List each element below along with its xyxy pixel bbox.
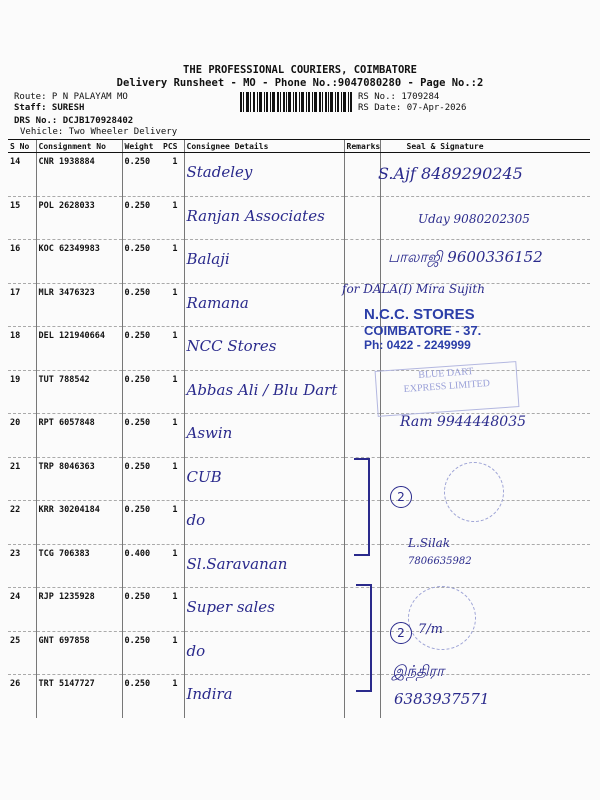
table-row	[8, 501, 590, 545]
remarks-cell	[344, 153, 380, 197]
bracket-mark-24-25	[356, 584, 372, 692]
sno-cell: 25	[8, 631, 36, 675]
weight-pcs-cell: 0.250 1	[122, 414, 184, 458]
signature-row-23: L.Silak	[408, 536, 451, 550]
signature-row-16: பாலாஜி 9600336152	[388, 248, 543, 266]
weight-pcs-cell: 0.250 1	[122, 283, 184, 327]
consignment-cell: GNT 697858	[36, 631, 122, 675]
signature-row-15: Uday 9080202305	[418, 212, 530, 226]
remarks-cell	[344, 414, 380, 458]
weight-pcs-cell: 0.400 1	[122, 544, 184, 588]
circled-count-21: 2	[390, 486, 412, 508]
route-label: Route: P N PALAYAM MO	[14, 92, 128, 102]
consignee-cell: Sl.Saravanan	[184, 544, 344, 588]
consignment-cell: TUT 788542	[36, 370, 122, 414]
consignee-cell: Super sales	[184, 588, 344, 632]
consignee-cell: Ramana	[184, 283, 344, 327]
consignee-cell: NCC Stores	[184, 327, 344, 371]
consignment-cell: DEL 121940664	[36, 327, 122, 371]
consignee-cell: Balaji	[184, 240, 344, 284]
weight-pcs-cell: 0.250 1	[122, 631, 184, 675]
signature-row-14: S.Ajf 8489290245	[378, 164, 523, 183]
weight-pcs-cell: 0.250 1	[122, 370, 184, 414]
signature-row-20: Ram 9944448035	[400, 414, 527, 430]
weight-pcs-cell: 0.250 1	[122, 501, 184, 545]
weight-pcs-cell: 0.250 1	[122, 153, 184, 197]
round-seal-stamp	[444, 462, 504, 522]
weight-pcs-cell: 0.250 1	[122, 675, 184, 718]
col-sno: S No	[8, 140, 36, 153]
signature-row-17: for DALA(I) Mira Sujith	[342, 282, 485, 296]
col-remarks: Remarks	[344, 140, 380, 153]
consignee-cell: do	[184, 501, 344, 545]
bracket-mark-21-22	[354, 458, 370, 556]
consignee-cell: Ranjan Associates	[184, 196, 344, 240]
consignment-cell: RJP 1235928	[36, 588, 122, 632]
sno-cell: 19	[8, 370, 36, 414]
drs-label: DRS No.: DCJB170928402	[14, 116, 134, 126]
weight-pcs-cell: 0.250 1	[122, 588, 184, 632]
consignment-cell: TRT 5147727	[36, 675, 122, 718]
blue-dart-stamp: BLUE DART EXPRESS LIMITED	[375, 361, 520, 417]
table-row	[8, 631, 590, 675]
vehicle-label: Vehicle: Two Wheeler Delivery	[20, 127, 178, 137]
signature-row-25: 7/m	[418, 622, 443, 637]
consignment-cell: TCG 706383	[36, 544, 122, 588]
consignment-cell: KRR 30204184	[36, 501, 122, 545]
signature-row-26-phone: 6383937571	[394, 690, 490, 708]
circled-count-25: 2	[390, 622, 412, 644]
rs-no-label: RS No.: 1709284	[358, 92, 440, 102]
company-title: THE PROFESSIONAL COURIERS, COIMBATORE	[183, 64, 417, 76]
sno-cell: 17	[8, 283, 36, 327]
sno-cell: 16	[8, 240, 36, 284]
consignment-cell: MLR 3476323	[36, 283, 122, 327]
ncc-stores-stamp: N.C.C. STORES COIMBATORE - 37. Ph: 0422 - 2249999	[364, 306, 482, 352]
remarks-cell	[344, 196, 380, 240]
sno-cell: 14	[8, 153, 36, 197]
barcode-image	[240, 92, 352, 112]
table-row	[8, 544, 590, 588]
consignment-cell: TRP 8046363	[36, 457, 122, 501]
consignee-cell: do	[184, 631, 344, 675]
weight-pcs-cell: 0.250 1	[122, 457, 184, 501]
rs-date-label: RS Date: 07-Apr-2026	[358, 103, 467, 113]
sno-cell: 20	[8, 414, 36, 458]
consignment-cell: POL 2628033	[36, 196, 122, 240]
table-row	[8, 588, 590, 632]
consignee-cell: CUB	[184, 457, 344, 501]
table-row	[8, 675, 590, 718]
col-consignee: Consignee Details	[184, 140, 344, 153]
col-consignment: Consignment No	[36, 140, 122, 153]
weight-pcs-cell: 0.250 1	[122, 240, 184, 284]
runsheet-subtitle: Delivery Runsheet - MO - Phone No.:9047080280 - Page No.:2	[116, 77, 484, 89]
consignment-cell: RPT 6057848	[36, 414, 122, 458]
weight-pcs-cell: 0.250 1	[122, 327, 184, 371]
sno-cell: 21	[8, 457, 36, 501]
consignment-cell: CNR 1938884	[36, 153, 122, 197]
sno-cell: 15	[8, 196, 36, 240]
consignee-cell: Stadeley	[184, 153, 344, 197]
signature-row-23-phone: 7806635982	[408, 556, 472, 567]
sno-cell: 22	[8, 501, 36, 545]
weight-pcs-cell: 0.250 1	[122, 196, 184, 240]
signature-row-26: இந்திரா	[392, 662, 445, 680]
table-header-row	[8, 140, 590, 153]
consignment-cell: KOC 62349983	[36, 240, 122, 284]
round-seal-stamp-2	[408, 586, 476, 650]
sno-cell: 23	[8, 544, 36, 588]
sno-cell: 18	[8, 327, 36, 371]
col-weight-pcs: Weight PCS	[122, 140, 184, 153]
consignee-cell: Aswin	[184, 414, 344, 458]
consignee-cell: Indira	[184, 675, 344, 718]
sno-cell: 26	[10, 679, 21, 689]
sno-cell: 24	[8, 588, 36, 632]
col-seal: Seal & Signature	[380, 140, 590, 153]
remarks-cell	[344, 240, 380, 284]
consignee-cell: Abbas Ali / Blu Dart	[184, 370, 344, 414]
staff-label: Staff: SURESH	[14, 103, 85, 113]
